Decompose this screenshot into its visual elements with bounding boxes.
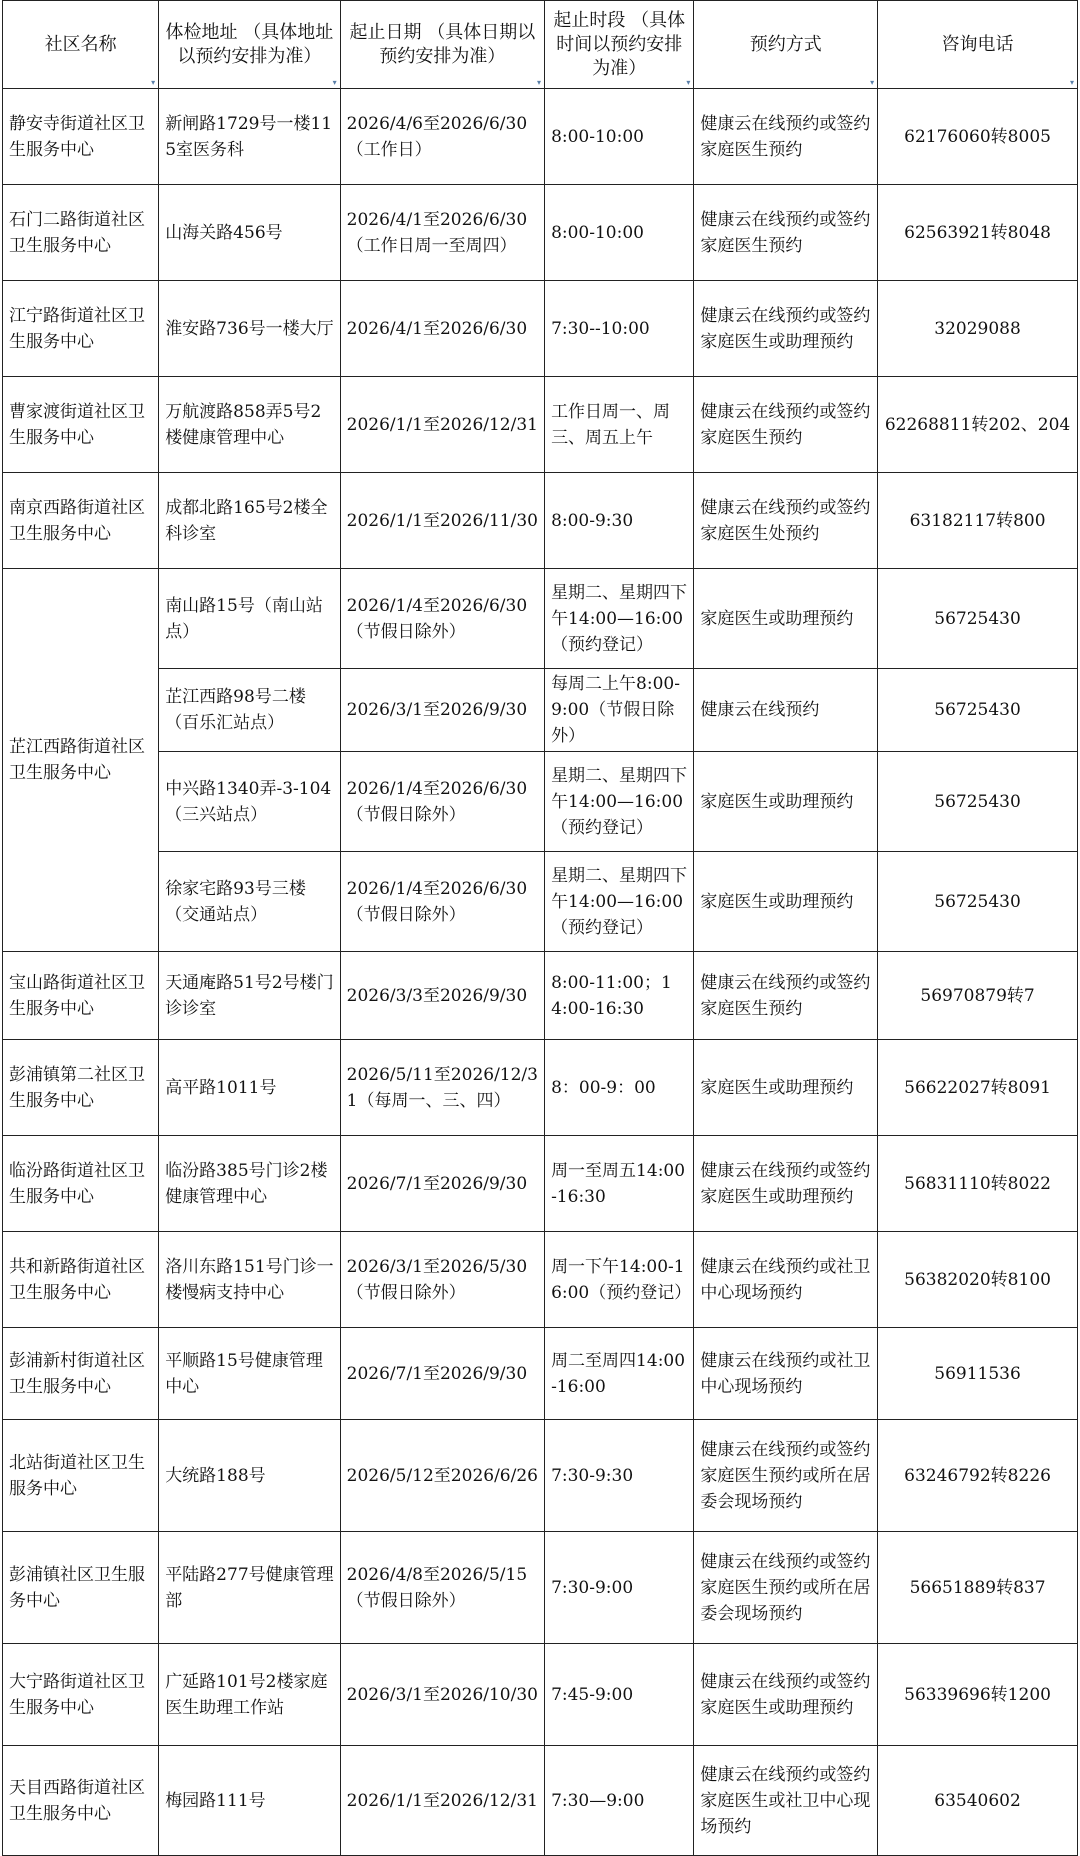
method-cell: 家庭医生或助理预约 [694,1040,878,1136]
times-cell: 8:00-10:00 [545,185,694,281]
filter-dropdown-icon[interactable]: ▾ [151,78,156,87]
phone-cell: 56725430 [878,569,1078,669]
address-cell: 芷江西路98号二楼（百乐汇站点） [159,669,340,752]
phone-cell: 56831110转8022 [878,1136,1078,1232]
dates-cell: 2026/7/1至2026/9/30 [340,1328,544,1420]
phone-cell: 56725430 [878,752,1078,852]
times-cell: 8：00-9：00 [545,1040,694,1136]
method-cell: 健康云在线预约或签约家庭医生预约 [694,185,878,281]
times-cell: 7:30--10:00 [545,281,694,377]
table-row [3,669,1078,752]
community-name-cell: 彭浦镇第二社区卫生服务中心 [3,1040,159,1136]
dates-cell: 2026/1/4至2026/6/30（节假日除外） [340,852,544,952]
header-times[interactable] [545,1,694,89]
phone-cell: 56911536 [878,1328,1078,1420]
phone-cell: 56970879转7 [878,952,1078,1040]
dates-cell: 2026/3/1至2026/10/30 [340,1644,544,1746]
method-cell: 家庭医生或助理预约 [694,569,878,669]
filter-dropdown-icon[interactable]: ▾ [870,78,875,87]
method-cell: 家庭医生或助理预约 [694,852,878,952]
method-cell: 健康云在线预约或签约家庭医生或助理预约 [694,1644,878,1746]
method-cell: 健康云在线预约或签约家庭医生预约 [694,377,878,473]
phone-cell: 56339696转1200 [878,1644,1078,1746]
filter-dropdown-icon[interactable]: ▾ [1069,78,1074,87]
table-row [3,185,1078,281]
table-row [3,1532,1078,1644]
address-cell: 新闸路1729号一楼115室医务科 [159,89,340,185]
table-row [3,1746,1078,1856]
community-name-cell: 天目西路街道社区卫生服务中心 [3,1746,159,1856]
filter-dropdown-icon[interactable]: ▾ [686,78,691,87]
method-cell: 健康云在线预约或社卫中心现场预约 [694,1232,878,1328]
table-row [3,1232,1078,1328]
address-cell: 平顺路15号健康管理中心 [159,1328,340,1420]
address-cell: 梅园路111号 [159,1746,340,1856]
table-row [3,1328,1078,1420]
community-name-cell: 大宁路街道社区卫生服务中心 [3,1644,159,1746]
times-cell: 工作日周一、周三、周五上午 [545,377,694,473]
times-cell: 周一下午14:00-16:00（预约登记） [545,1232,694,1328]
dates-cell: 2026/1/1至2026/12/31 [340,1746,544,1856]
method-cell: 家庭医生或助理预约 [694,752,878,852]
header-label: 社区名称 [44,33,117,55]
community-name-cell: 彭浦新村街道社区卫生服务中心 [3,1328,159,1420]
header-phone[interactable] [878,1,1078,89]
method-cell: 健康云在线预约或签约家庭医生预约或所在居委会现场预约 [694,1420,878,1532]
header-label: 起止日期 （具体日期以预约安排为准） [349,21,536,67]
community-name-cell: 临汾路街道社区卫生服务中心 [3,1136,159,1232]
phone-cell: 63246792转8226 [878,1420,1078,1532]
filter-dropdown-icon[interactable]: ▾ [332,78,337,87]
table-row [3,569,1078,669]
table-row [3,377,1078,473]
dates-cell: 2026/4/1至2026/6/30（工作日周一至周四） [340,185,544,281]
dates-cell: 2026/4/8至2026/5/15（节假日除外） [340,1532,544,1644]
header-label: 咨询电话 [941,33,1014,55]
phone-cell: 56651889转837 [878,1532,1078,1644]
phone-cell: 63182117转800 [878,473,1078,569]
phone-cell: 62176060转8005 [878,89,1078,185]
phone-cell: 32029088 [878,281,1078,377]
phone-cell: 62268811转202、204 [878,377,1078,473]
table-body [3,89,1078,1856]
dates-cell: 2026/4/6至2026/6/30（工作日） [340,89,544,185]
dates-cell: 2026/3/3至2026/9/30 [340,952,544,1040]
table-row [3,1420,1078,1532]
community-name-cell: 江宁路街道社区卫生服务中心 [3,281,159,377]
header-label: 起止时段 （具体时间以预约安排为准） [553,9,686,79]
schedule-table [2,0,1078,1856]
times-cell: 7:30-9:00 [545,1532,694,1644]
phone-cell: 56382020转8100 [878,1232,1078,1328]
method-cell: 健康云在线预约或签约家庭医生或助理预约 [694,1136,878,1232]
times-cell: 星期二、星期四下午14:00—16:00（预约登记） [545,852,694,952]
times-cell: 每周二上午8:00-9:00（节假日除外） [545,669,694,752]
times-cell: 周二至周四14:00-16:00 [545,1328,694,1420]
method-cell: 健康云在线预约或签约家庭医生预约或所在居委会现场预约 [694,1532,878,1644]
table-row [3,1136,1078,1232]
dates-cell: 2026/1/1至2026/11/30 [340,473,544,569]
address-cell: 成都北路165号2楼全科诊室 [159,473,340,569]
times-cell: 星期二、星期四下午14:00—16:00（预约登记） [545,752,694,852]
method-cell: 健康云在线预约或签约家庭医生或社卫中心现场预约 [694,1746,878,1856]
phone-cell: 56725430 [878,852,1078,952]
method-cell: 健康云在线预约或签约家庭医生处预约 [694,473,878,569]
header-method[interactable] [694,1,878,89]
dates-cell: 2026/1/4至2026/6/30（节假日除外） [340,752,544,852]
table-row [3,473,1078,569]
address-cell: 高平路1011号 [159,1040,340,1136]
times-cell: 星期二、星期四下午14:00—16:00（预约登记） [545,569,694,669]
community-name-cell: 共和新路街道社区卫生服务中心 [3,1232,159,1328]
phone-cell: 63540602 [878,1746,1078,1856]
table-row [3,852,1078,952]
header-row [3,1,1078,89]
address-cell: 万航渡路858弄5号2楼健康管理中心 [159,377,340,473]
address-cell: 徐家宅路93号三楼（交通站点） [159,852,340,952]
method-cell: 健康云在线预约 [694,669,878,752]
dates-cell: 2026/5/12至2026/6/26 [340,1420,544,1532]
dates-cell: 2026/1/1至2026/12/31 [340,377,544,473]
method-cell: 健康云在线预约或社卫中心现场预约 [694,1328,878,1420]
address-cell: 淮安路736号一楼大厅 [159,281,340,377]
address-cell: 洛川东路151号门诊一楼慢病支持中心 [159,1232,340,1328]
community-name-cell: 南京西路街道社区卫生服务中心 [3,473,159,569]
address-cell: 大统路188号 [159,1420,340,1532]
community-name-cell: 石门二路街道社区卫生服务中心 [3,185,159,281]
community-name-cell: 静安寺街道社区卫生服务中心 [3,89,159,185]
phone-cell: 62563921转8048 [878,185,1078,281]
table-row [3,752,1078,852]
times-cell: 7:30—9:00 [545,1746,694,1856]
header-community[interactable] [3,1,159,89]
filter-dropdown-icon[interactable]: ▾ [537,78,542,87]
community-name-cell: 彭浦镇社区卫生服务中心 [3,1532,159,1644]
community-name-cell: 北站街道社区卫生服务中心 [3,1420,159,1532]
dates-cell: 2026/1/4至2026/6/30（节假日除外） [340,569,544,669]
method-cell: 健康云在线预约或签约家庭医生或助理预约 [694,281,878,377]
table-row [3,1644,1078,1746]
dates-cell: 2026/5/11至2026/12/31（每周一、三、四） [340,1040,544,1136]
community-name-cell: 曹家渡街道社区卫生服务中心 [3,377,159,473]
phone-cell: 56622027转8091 [878,1040,1078,1136]
method-cell: 健康云在线预约或签约家庭医生预约 [694,952,878,1040]
times-cell: 8:00-10:00 [545,89,694,185]
dates-cell: 2026/3/1至2026/9/30 [340,669,544,752]
times-cell: 周一至周五14:00-16:30 [545,1136,694,1232]
table-row [3,952,1078,1040]
table-row [3,281,1078,377]
dates-cell: 2026/4/1至2026/6/30 [340,281,544,377]
table-row [3,1040,1078,1136]
header-address[interactable] [159,1,340,89]
times-cell: 8:00-11:00；14:00-16:30 [545,952,694,1040]
times-cell: 7:30-9:30 [545,1420,694,1532]
address-cell: 山海关路456号 [159,185,340,281]
method-cell: 健康云在线预约或签约家庭医生预约 [694,89,878,185]
community-name-cell: 宝山路街道社区卫生服务中心 [3,952,159,1040]
address-cell: 临汾路385号门诊2楼健康管理中心 [159,1136,340,1232]
header-label: 体检地址 （具体地址以预约安排为准） [165,21,334,67]
address-cell: 南山路15号（南山站点） [159,569,340,669]
times-cell: 8:00-9:30 [545,473,694,569]
address-cell: 平陆路277号健康管理部 [159,1532,340,1644]
header-label: 预约方式 [749,33,822,55]
header-dates[interactable] [340,1,544,89]
dates-cell: 2026/3/1至2026/5/30（节假日除外） [340,1232,544,1328]
address-cell: 天通庵路51号2号楼门诊诊室 [159,952,340,1040]
times-cell: 7:45-9:00 [545,1644,694,1746]
dates-cell: 2026/7/1至2026/9/30 [340,1136,544,1232]
table-row [3,89,1078,185]
phone-cell: 56725430 [878,669,1078,752]
address-cell: 广延路101号2楼家庭医生助理工作站 [159,1644,340,1746]
address-cell: 中兴路1340弄-3-104（三兴站点） [159,752,340,852]
community-name-cell: 芷江西路街道社区卫生服务中心 [3,569,159,952]
